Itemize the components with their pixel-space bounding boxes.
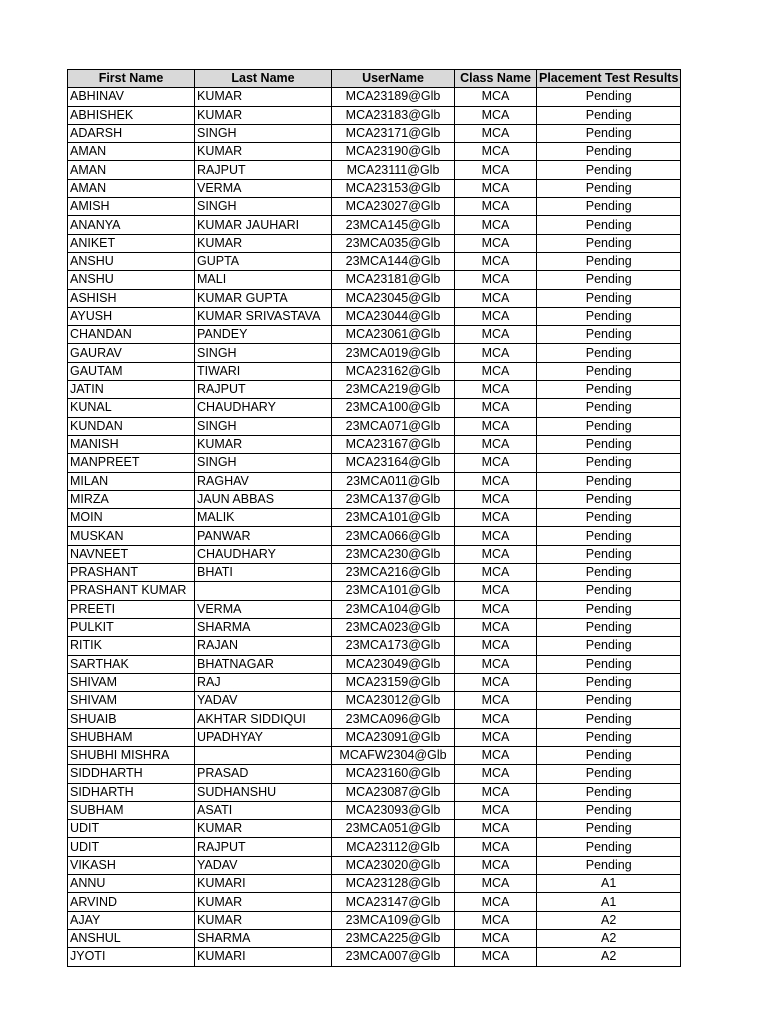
class-name-cell: MCA (455, 929, 537, 947)
table-row (68, 948, 681, 966)
username-cell: MCA23160@Glb (332, 765, 455, 783)
result-cell: Pending (537, 600, 681, 618)
first-name-cell: SHUBHAM (68, 728, 195, 746)
first-name-cell: SHIVAM (68, 673, 195, 691)
first-name-cell: ABHISHEK (68, 106, 195, 124)
first-name-cell: AJAY (68, 911, 195, 929)
last-name-cell: MALI (195, 271, 332, 289)
class-name-cell: MCA (455, 362, 537, 380)
class-name-cell: MCA (455, 673, 537, 691)
class-name-cell: MCA (455, 911, 537, 929)
result-cell: A2 (537, 948, 681, 966)
result-cell: Pending (537, 527, 681, 545)
last-name-cell: RAJ (195, 673, 332, 691)
username-cell: 23MCA101@Glb (332, 582, 455, 600)
table-row (68, 746, 681, 764)
username-cell: MCA23111@Glb (332, 161, 455, 179)
first-name-cell: ANANYA (68, 216, 195, 234)
result-cell: Pending (537, 271, 681, 289)
class-name-cell: MCA (455, 582, 537, 600)
class-name-cell: MCA (455, 893, 537, 911)
table-row (68, 362, 681, 380)
first-name-cell: SARTHAK (68, 655, 195, 673)
username-cell: MCA23153@Glb (332, 179, 455, 197)
username-cell: MCA23112@Glb (332, 838, 455, 856)
result-cell: Pending (537, 637, 681, 655)
last-name-cell: YADAV (195, 692, 332, 710)
last-name-cell: BHATI (195, 564, 332, 582)
username-cell: MCA23061@Glb (332, 326, 455, 344)
username-cell: 23MCA066@Glb (332, 527, 455, 545)
last-name-cell: RAJAN (195, 637, 332, 655)
table-row (68, 106, 681, 124)
result-cell: Pending (537, 783, 681, 801)
result-cell: Pending (537, 307, 681, 325)
table-row (68, 728, 681, 746)
result-cell: A2 (537, 929, 681, 947)
header-first-name: First Name (68, 70, 195, 88)
result-cell: Pending (537, 216, 681, 234)
last-name-cell: SHARMA (195, 618, 332, 636)
first-name-cell: UDIT (68, 820, 195, 838)
table-body (68, 88, 681, 966)
result-cell: Pending (537, 746, 681, 764)
result-cell: Pending (537, 124, 681, 142)
table-row (68, 655, 681, 673)
last-name-cell: PANDEY (195, 326, 332, 344)
class-name-cell: MCA (455, 271, 537, 289)
class-name-cell: MCA (455, 545, 537, 563)
table-row (68, 234, 681, 252)
table-row (68, 326, 681, 344)
result-cell: Pending (537, 856, 681, 874)
last-name-cell: PRASAD (195, 765, 332, 783)
first-name-cell: ARVIND (68, 893, 195, 911)
placement-results-table (67, 69, 681, 967)
table-row (68, 692, 681, 710)
result-cell: Pending (537, 820, 681, 838)
class-name-cell: MCA (455, 509, 537, 527)
last-name-cell: KUMAR SRIVASTAVA (195, 307, 332, 325)
first-name-cell: AMAN (68, 161, 195, 179)
first-name-cell: PULKIT (68, 618, 195, 636)
table-row (68, 893, 681, 911)
result-cell: Pending (537, 179, 681, 197)
table-row (68, 618, 681, 636)
first-name-cell: SIDDHARTH (68, 765, 195, 783)
class-name-cell: MCA (455, 783, 537, 801)
first-name-cell: SUBHAM (68, 801, 195, 819)
result-cell: Pending (537, 161, 681, 179)
last-name-cell: KUMARI (195, 948, 332, 966)
username-cell: 23MCA225@Glb (332, 929, 455, 947)
table-row (68, 545, 681, 563)
last-name-cell: CHAUDHARY (195, 545, 332, 563)
first-name-cell: MOIN (68, 509, 195, 527)
username-cell: 23MCA100@Glb (332, 399, 455, 417)
username-cell: MCA23012@Glb (332, 692, 455, 710)
result-cell: Pending (537, 490, 681, 508)
first-name-cell: MANPREET (68, 454, 195, 472)
table-row (68, 490, 681, 508)
last-name-cell: JAUN ABBAS (195, 490, 332, 508)
class-name-cell: MCA (455, 637, 537, 655)
last-name-cell: SUDHANSHU (195, 783, 332, 801)
result-cell: Pending (537, 143, 681, 161)
first-name-cell: PRASHANT KUMAR (68, 582, 195, 600)
last-name-cell (195, 582, 332, 600)
last-name-cell: KUMAR (195, 234, 332, 252)
table-row (68, 216, 681, 234)
username-cell: MCA23044@Glb (332, 307, 455, 325)
last-name-cell: TIWARI (195, 362, 332, 380)
username-cell: 23MCA011@Glb (332, 472, 455, 490)
result-cell: Pending (537, 564, 681, 582)
table-row (68, 637, 681, 655)
first-name-cell: MIRZA (68, 490, 195, 508)
result-cell: Pending (537, 728, 681, 746)
username-cell: 23MCA007@Glb (332, 948, 455, 966)
last-name-cell: KUMARI (195, 875, 332, 893)
username-cell: MCA23181@Glb (332, 271, 455, 289)
result-cell: Pending (537, 765, 681, 783)
table-row (68, 820, 681, 838)
username-cell: MCA23164@Glb (332, 454, 455, 472)
class-name-cell: MCA (455, 655, 537, 673)
table-row (68, 472, 681, 490)
username-cell: 23MCA023@Glb (332, 618, 455, 636)
class-name-cell: MCA (455, 252, 537, 270)
username-cell: 23MCA019@Glb (332, 344, 455, 362)
table-row (68, 765, 681, 783)
class-name-cell: MCA (455, 143, 537, 161)
table-row (68, 344, 681, 362)
class-name-cell: MCA (455, 527, 537, 545)
result-cell: Pending (537, 655, 681, 673)
last-name-cell: RAJPUT (195, 838, 332, 856)
result-cell: A1 (537, 875, 681, 893)
last-name-cell: YADAV (195, 856, 332, 874)
last-name-cell: VERMA (195, 600, 332, 618)
first-name-cell: AYUSH (68, 307, 195, 325)
last-name-cell: SINGH (195, 417, 332, 435)
table-row (68, 527, 681, 545)
class-name-cell: MCA (455, 381, 537, 399)
table-row (68, 252, 681, 270)
last-name-cell: KUMAR JAUHARI (195, 216, 332, 234)
first-name-cell: JATIN (68, 381, 195, 399)
class-name-cell: MCA (455, 198, 537, 216)
username-cell: 23MCA173@Glb (332, 637, 455, 655)
result-cell: Pending (537, 454, 681, 472)
username-cell: 23MCA051@Glb (332, 820, 455, 838)
table-row (68, 198, 681, 216)
class-name-cell: MCA (455, 344, 537, 362)
result-cell: Pending (537, 417, 681, 435)
last-name-cell: ASATI (195, 801, 332, 819)
last-name-cell: RAGHAV (195, 472, 332, 490)
last-name-cell: RAJPUT (195, 381, 332, 399)
username-cell: 23MCA144@Glb (332, 252, 455, 270)
table-row (68, 875, 681, 893)
table-row (68, 600, 681, 618)
result-cell: Pending (537, 673, 681, 691)
table-row (68, 673, 681, 691)
result-cell: Pending (537, 472, 681, 490)
class-name-cell: MCA (455, 600, 537, 618)
last-name-cell: RAJPUT (195, 161, 332, 179)
class-name-cell: MCA (455, 161, 537, 179)
class-name-cell: MCA (455, 234, 537, 252)
result-cell: Pending (537, 435, 681, 453)
last-name-cell: SINGH (195, 454, 332, 472)
class-name-cell: MCA (455, 216, 537, 234)
header-placement-test-results: Placement Test Results (537, 70, 681, 88)
result-cell: A1 (537, 893, 681, 911)
class-name-cell: MCA (455, 454, 537, 472)
username-cell: 23MCA096@Glb (332, 710, 455, 728)
last-name-cell: KUMAR (195, 88, 332, 106)
first-name-cell: AMISH (68, 198, 195, 216)
table-row (68, 929, 681, 947)
username-cell: MCA23045@Glb (332, 289, 455, 307)
class-name-cell: MCA (455, 106, 537, 124)
first-name-cell: KUNDAN (68, 417, 195, 435)
result-cell: Pending (537, 618, 681, 636)
last-name-cell: KUMAR (195, 911, 332, 929)
last-name-cell: KUMAR GUPTA (195, 289, 332, 307)
first-name-cell: MANISH (68, 435, 195, 453)
first-name-cell: ADARSH (68, 124, 195, 142)
username-cell: MCA23159@Glb (332, 673, 455, 691)
username-cell: MCA23147@Glb (332, 893, 455, 911)
table-row (68, 454, 681, 472)
class-name-cell: MCA (455, 710, 537, 728)
class-name-cell: MCA (455, 746, 537, 764)
table-row (68, 710, 681, 728)
table-row (68, 381, 681, 399)
last-name-cell: SINGH (195, 198, 332, 216)
first-name-cell: AMAN (68, 179, 195, 197)
first-name-cell: ANSHUL (68, 929, 195, 947)
table-row (68, 911, 681, 929)
first-name-cell: SIDHARTH (68, 783, 195, 801)
table-row (68, 564, 681, 582)
class-name-cell: MCA (455, 490, 537, 508)
last-name-cell: KUMAR (195, 106, 332, 124)
username-cell: MCA23167@Glb (332, 435, 455, 453)
last-name-cell: CHAUDHARY (195, 399, 332, 417)
username-cell: 23MCA109@Glb (332, 911, 455, 929)
table-row (68, 143, 681, 161)
table-row (68, 417, 681, 435)
first-name-cell: SHUBHI MISHRA (68, 746, 195, 764)
class-name-cell: MCA (455, 289, 537, 307)
first-name-cell: GAUTAM (68, 362, 195, 380)
username-cell: MCA23027@Glb (332, 198, 455, 216)
username-cell: 23MCA230@Glb (332, 545, 455, 563)
result-cell: Pending (537, 326, 681, 344)
last-name-cell: UPADHYAY (195, 728, 332, 746)
last-name-cell: KUMAR (195, 143, 332, 161)
username-cell: MCA23128@Glb (332, 875, 455, 893)
first-name-cell: CHANDAN (68, 326, 195, 344)
last-name-cell: BHATNAGAR (195, 655, 332, 673)
result-cell: Pending (537, 582, 681, 600)
username-cell: MCA23093@Glb (332, 801, 455, 819)
first-name-cell: SHUAIB (68, 710, 195, 728)
result-cell: Pending (537, 801, 681, 819)
class-name-cell: MCA (455, 838, 537, 856)
class-name-cell: MCA (455, 124, 537, 142)
table-row (68, 399, 681, 417)
first-name-cell: SHIVAM (68, 692, 195, 710)
result-cell: Pending (537, 710, 681, 728)
last-name-cell: VERMA (195, 179, 332, 197)
results-sheet (67, 69, 681, 967)
result-cell: Pending (537, 252, 681, 270)
result-cell: Pending (537, 106, 681, 124)
username-cell: 23MCA035@Glb (332, 234, 455, 252)
table-row (68, 582, 681, 600)
last-name-cell: KUMAR (195, 820, 332, 838)
username-cell: MCA23091@Glb (332, 728, 455, 746)
class-name-cell: MCA (455, 765, 537, 783)
username-cell: MCA23189@Glb (332, 88, 455, 106)
username-cell: MCA23049@Glb (332, 655, 455, 673)
class-name-cell: MCA (455, 435, 537, 453)
username-cell: MCA23190@Glb (332, 143, 455, 161)
username-cell: MCA23020@Glb (332, 856, 455, 874)
result-cell: Pending (537, 381, 681, 399)
last-name-cell: AKHTAR SIDDIQUI (195, 710, 332, 728)
first-name-cell: MUSKAN (68, 527, 195, 545)
class-name-cell: MCA (455, 88, 537, 106)
last-name-cell: PANWAR (195, 527, 332, 545)
first-name-cell: PREETI (68, 600, 195, 618)
class-name-cell: MCA (455, 472, 537, 490)
username-cell: 23MCA145@Glb (332, 216, 455, 234)
header-class-name: Class Name (455, 70, 537, 88)
first-name-cell: ABHINAV (68, 88, 195, 106)
last-name-cell (195, 746, 332, 764)
result-cell: A2 (537, 911, 681, 929)
result-cell: Pending (537, 509, 681, 527)
first-name-cell: UDIT (68, 838, 195, 856)
username-cell: 23MCA071@Glb (332, 417, 455, 435)
result-cell: Pending (537, 399, 681, 417)
username-cell: 23MCA137@Glb (332, 490, 455, 508)
first-name-cell: ANIKET (68, 234, 195, 252)
table-row (68, 435, 681, 453)
result-cell: Pending (537, 88, 681, 106)
table-row (68, 838, 681, 856)
result-cell: Pending (537, 692, 681, 710)
class-name-cell: MCA (455, 728, 537, 746)
last-name-cell: SINGH (195, 344, 332, 362)
table-row (68, 124, 681, 142)
username-cell: 23MCA216@Glb (332, 564, 455, 582)
result-cell: Pending (537, 545, 681, 563)
class-name-cell: MCA (455, 417, 537, 435)
first-name-cell: KUNAL (68, 399, 195, 417)
class-name-cell: MCA (455, 307, 537, 325)
username-cell: MCA23162@Glb (332, 362, 455, 380)
class-name-cell: MCA (455, 564, 537, 582)
header-row (68, 70, 681, 88)
first-name-cell: NAVNEET (68, 545, 195, 563)
username-cell: MCAFW2304@Glb (332, 746, 455, 764)
last-name-cell: SINGH (195, 124, 332, 142)
class-name-cell: MCA (455, 326, 537, 344)
result-cell: Pending (537, 362, 681, 380)
class-name-cell: MCA (455, 856, 537, 874)
class-name-cell: MCA (455, 820, 537, 838)
first-name-cell: RITIK (68, 637, 195, 655)
table-row (68, 856, 681, 874)
first-name-cell: JYOTI (68, 948, 195, 966)
table-row (68, 783, 681, 801)
class-name-cell: MCA (455, 801, 537, 819)
result-cell: Pending (537, 289, 681, 307)
result-cell: Pending (537, 838, 681, 856)
table-row (68, 179, 681, 197)
last-name-cell: SHARMA (195, 929, 332, 947)
class-name-cell: MCA (455, 618, 537, 636)
username-cell: MCA23171@Glb (332, 124, 455, 142)
table-row (68, 88, 681, 106)
header-last-name: Last Name (195, 70, 332, 88)
first-name-cell: ANSHU (68, 252, 195, 270)
class-name-cell: MCA (455, 875, 537, 893)
last-name-cell: MALIK (195, 509, 332, 527)
username-cell: 23MCA101@Glb (332, 509, 455, 527)
class-name-cell: MCA (455, 179, 537, 197)
username-cell: MCA23087@Glb (332, 783, 455, 801)
first-name-cell: ANNU (68, 875, 195, 893)
username-cell: 23MCA219@Glb (332, 381, 455, 399)
first-name-cell: GAURAV (68, 344, 195, 362)
result-cell: Pending (537, 234, 681, 252)
class-name-cell: MCA (455, 692, 537, 710)
username-cell: MCA23183@Glb (332, 106, 455, 124)
first-name-cell: AMAN (68, 143, 195, 161)
class-name-cell: MCA (455, 399, 537, 417)
table-row (68, 801, 681, 819)
first-name-cell: ANSHU (68, 271, 195, 289)
first-name-cell: ASHISH (68, 289, 195, 307)
table-row (68, 509, 681, 527)
table-row (68, 271, 681, 289)
first-name-cell: PRASHANT (68, 564, 195, 582)
result-cell: Pending (537, 344, 681, 362)
result-cell: Pending (537, 198, 681, 216)
table-row (68, 161, 681, 179)
last-name-cell: KUMAR (195, 435, 332, 453)
last-name-cell: GUPTA (195, 252, 332, 270)
first-name-cell: VIKASH (68, 856, 195, 874)
first-name-cell: MILAN (68, 472, 195, 490)
table-row (68, 307, 681, 325)
username-cell: 23MCA104@Glb (332, 600, 455, 618)
table-row (68, 289, 681, 307)
last-name-cell: KUMAR (195, 893, 332, 911)
header-username: UserName (332, 70, 455, 88)
class-name-cell: MCA (455, 948, 537, 966)
